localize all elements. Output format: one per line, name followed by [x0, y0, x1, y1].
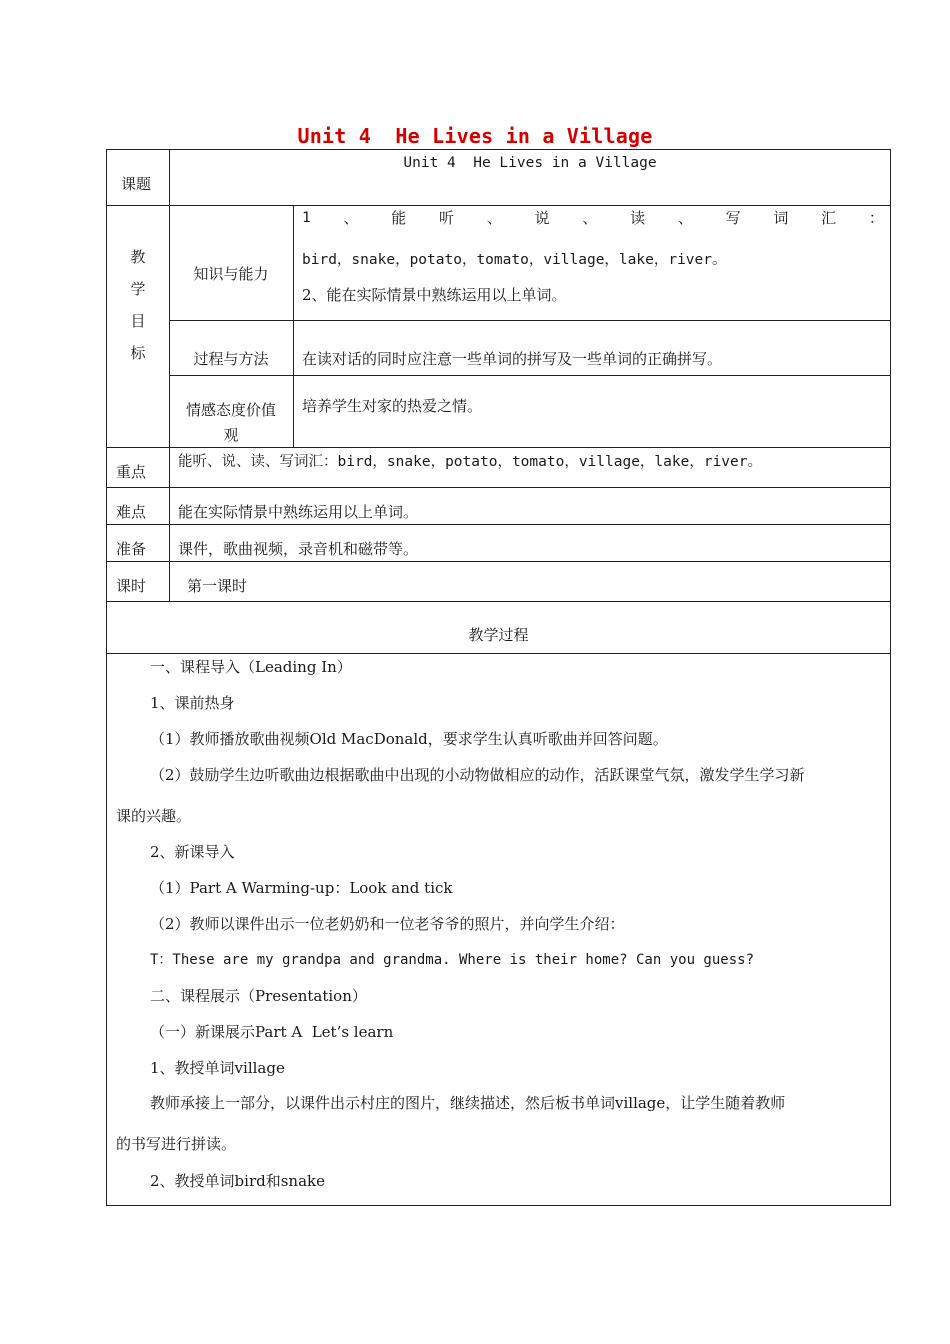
objectives-label-char: 目 [130, 312, 146, 330]
body-paragraph: 二、课程展示（Presentation） [150, 987, 367, 1005]
key-points-text: 能听、说、读、写词汇：bird，snake，potato，tomato，village，lake，river。 [178, 454, 762, 470]
emotion-text: 培养学生对家的热爱之情。 [302, 397, 483, 415]
header-value: Unit 4 He Lives in a Village [403, 155, 657, 171]
knowledge-line3: 2、能在实际情景中熟练运用以上单词。 [302, 286, 567, 304]
body-paragraph: T：These are my grandpa and grandma. Where is their home? Can you guess? [150, 952, 755, 968]
body-paragraph: 1、教授单词village [150, 1059, 285, 1077]
objectives-label-char: 教 [130, 248, 146, 266]
knowledge-line2: bird，snake，potato，tomato，village，lake，river。 [302, 252, 727, 268]
row-divider [169, 375, 891, 376]
period-text: 第一课时 [187, 577, 248, 595]
knowledge-char: 、 [677, 209, 693, 227]
process-section-title: 教学过程 [468, 626, 529, 644]
body-paragraph: 2、教授单词bird和snake [150, 1172, 325, 1190]
row-divider [106, 487, 891, 488]
lesson-table [106, 149, 891, 1206]
header-label: 课题 [121, 175, 152, 193]
preparation-label: 准备 [116, 540, 147, 558]
body-paragraph: 的书写进行拼读。 [116, 1135, 237, 1153]
column-divider [293, 205, 294, 447]
objectives-label-char: 学 [130, 280, 146, 298]
objectives-label-char: 标 [130, 344, 146, 362]
knowledge-char: 说 [534, 209, 550, 227]
process-label: 过程与方法 [193, 350, 269, 368]
row-divider [106, 601, 891, 602]
row-divider [169, 320, 891, 321]
objectives-label [107, 241, 169, 369]
body-paragraph: 2、新课导入 [150, 843, 235, 861]
row-divider [106, 524, 891, 525]
body-paragraph: 1、课前热身 [150, 694, 235, 712]
preparation-text: 课件，歌曲视频，录音机和磁带等。 [178, 540, 419, 558]
difficulties-text: 能在实际情景中熟练运用以上单词。 [178, 503, 419, 521]
row-divider [106, 447, 891, 448]
emotion-label-line2: 观 [223, 426, 239, 444]
knowledge-char: 词 [773, 209, 789, 227]
knowledge-char: ： [868, 209, 884, 227]
knowledge-char: 汇 [821, 209, 837, 227]
body-paragraph: （1）Part A Warming-up：Look and tick [150, 879, 453, 897]
key-points-label: 重点 [116, 463, 147, 481]
emotion-label-line1: 情感态度价值 [185, 401, 276, 419]
knowledge-char: 写 [725, 209, 741, 227]
knowledge-label: 知识与能力 [193, 265, 269, 283]
knowledge-char: 读 [630, 209, 646, 227]
period-label: 课时 [116, 577, 147, 595]
document-title: Unit 4 He Lives in a Village [297, 124, 653, 148]
knowledge-line1 [302, 209, 884, 227]
row-divider [106, 561, 891, 562]
body-paragraph: 一、课程导入（Leading In） [150, 658, 352, 676]
knowledge-char: 、 [486, 209, 502, 227]
column-divider [169, 447, 170, 601]
knowledge-char: 听 [439, 209, 455, 227]
body-paragraph: 教师承接上一部分，以课件出示村庄的图片，继续描述，然后板书单词village，让学生随着教师 [150, 1094, 786, 1112]
body-paragraph: （2）教师以课件出示一位老奶奶和一位老爷爷的照片，并向学生介绍： [150, 915, 625, 933]
body-paragraph: 课的兴趣。 [116, 807, 192, 825]
knowledge-char: 能 [391, 209, 407, 227]
body-paragraph: （2）鼓励学生边听歌曲边根据歌曲中出现的小动物做相应的动作，活跃课堂气氛，激发学生学习新 [150, 766, 805, 784]
knowledge-char: 1 [302, 210, 311, 226]
knowledge-char: 、 [343, 209, 359, 227]
row-divider [106, 205, 891, 206]
body-paragraph: （一）新课展示Part A Let’s learn [150, 1023, 394, 1041]
body-paragraph: （1）教师播放歌曲视频Old MacDonald，要求学生认真听歌曲并回答问题。 [150, 730, 668, 748]
difficulties-label: 难点 [116, 503, 147, 521]
knowledge-char: 、 [582, 209, 598, 227]
row-divider [106, 653, 891, 654]
process-text: 在读对话的同时应注意一些单词的拼写及一些单词的正确拼写。 [302, 350, 723, 368]
